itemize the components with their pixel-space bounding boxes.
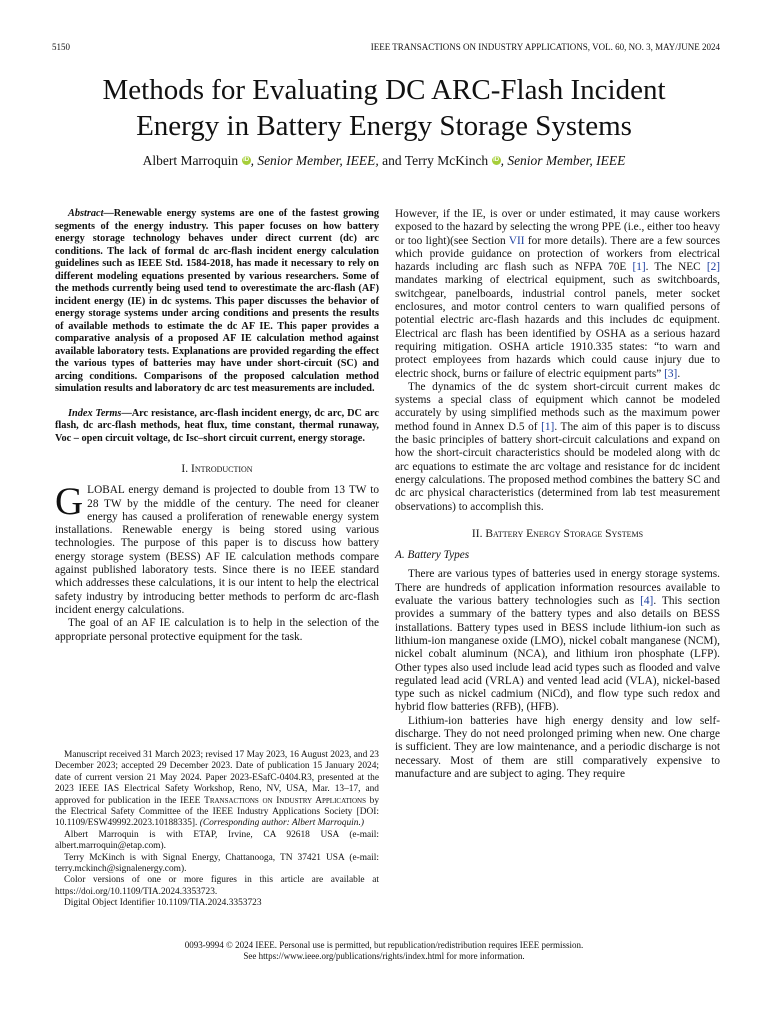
right-column <box>395 208 720 781</box>
citation-4-link[interactable]: [4] <box>640 595 654 608</box>
copyright-footer <box>40 940 728 962</box>
paper-title <box>40 72 728 144</box>
author-2-role: , Senior Member, IEEE <box>500 153 626 168</box>
title-line-1: Methods for Evaluating DC ARC-Flash Incident <box>102 74 666 106</box>
citation-1-link[interactable]: [1] <box>632 261 646 274</box>
footnote-author-1: Albert Marroquin is with ETAP, Irvine, CA 92618 USA (e-mail: albert.marroquin@etap.com). <box>55 829 379 852</box>
subsection-heading-battery-types: A. Battery Types <box>395 549 470 562</box>
right-paragraph-1: However, if the IE, is over or under estimated, it may cause workers exposed to the hazard by selecting the wrong PPE (i.e., either too heavy or too light)(see Section VII for more details). There are a few sources which provide guidance on protection of workers from electrical hazards including arc flash such as NFPA 70E [1]. The NEC [2] mandates marking of electrical equipment, such as switchboards, switchgear, panelboards, industrial control panels, meter socket enclosures, and motor control centers to warn qualified persons of potential electric arc-flash hazards and this includes dc equipment. Electrical arc flash has been identified by OSHA as a serious hazard requiring mitigation. OSHA article 1910.335 states: “to warn and protect employees from hazards which could cause injury due to electric shock, burns or failure of electric equipment parts” [3]. <box>395 208 720 380</box>
copyright-line: 0093-9994 © 2024 IEEE. Personal use is permitted, but republication/redistribution requires IEEE permission. <box>184 940 584 950</box>
intro-paragraph-1: GLOBAL energy demand is projected to double from 13 TW to 28 TW by the middle of the century. The need for cleaner energy has caused a proliferation of renewable energy system installations. Renewable energy is being stored using various technologies. The purpose of this paper is to discuss how battery energy storage system (BESS) AF IE calculation methods compare against published laboratory tests. Since there is no IEEE standard which addresses these calculations, it is our intent to help the electrical safety industry by introducing better methods to perform dc arc-flash incident energy calculations. <box>55 480 379 616</box>
footnote-color-versions: Color versions of one or more figures in this article are available at https://doi.org/10.1109/TIA.2024.3353723. <box>55 875 379 897</box>
section-vii-link[interactable]: VII <box>508 234 525 247</box>
abstract-body: —Renewable energy systems are one of the fastest growing segments of the energy industry. This paper focuses on how battery energy storage technology behaves under direct current (dc) arc conditions. The lack of formal dc arc-flash incident energy calculation guidelines such as IEEE Std. 1584-2018, has made it necessary to rely on different modeling equations presented by various researchers. Some of the methods currently being used tend to overestimate the arc-flash (AF) incident energy (IE) in dc systems. This paper discusses the behavior of energy storage systems under arcing conditions and presents the results of available methods to estimate the dc AF IE. This paper provides a comparative analysis of a proposed AF IE calculation method against available laboratory tests. Explanations are provided regarding the effect the various types of batteries may have under short-circuit (SC) and arcing conditions. Comparisons of the proposed calculation method simulation results and laboratory dc arc test measurements are included. <box>55 208 379 394</box>
orcid-icon[interactable]: iD <box>243 157 250 163</box>
orcid-icon[interactable]: iD <box>493 157 500 163</box>
intro-paragraph-2: The goal of an AF IE calculation is to help in the selection of the appropriate personal protective equipment for the task. <box>55 617 379 643</box>
section-heading-introduction: I. Introduction <box>181 463 253 475</box>
author-line <box>40 153 728 169</box>
page-number: 5150 <box>52 42 70 52</box>
footnote-doi: Digital Object Identifier 10.1109/TIA.2024.3353723 <box>64 898 262 909</box>
rights-url-line: See https://www.ieee.org/publications/rights/index.html for more information. <box>243 951 525 961</box>
citation-2-link[interactable]: [2] <box>706 261 720 274</box>
right-paragraph-3: There are various types of batteries used in energy storage systems. There are hundreds of application information resources available to evaluate the various battery technologies such as [4]. This section provides a summary of the battery types and also details on BESS installations. Battery types used in BESS include lithium-ion such as lithium-ion manganese oxide (LMO), nickel cobalt manganese (NCM), nickel cobalt aluminum (NCA), and lithium iron phosphate (LFP). Other types also used include lead acid types such as flooded and valve regulated lead acid (VRLA) and vented lead acid (VLA), nickel-based type such as nickel cadmium (NiCd), and flow type such redox and hybrid flow batteries (RFB), (HFB). <box>395 568 720 714</box>
author-2-name: Terry McKinch <box>404 153 489 168</box>
citation-1-link[interactable]: [1] <box>541 420 555 433</box>
index-terms-label: Index Terms <box>68 407 122 419</box>
running-header <box>52 42 720 54</box>
title-line-2: Energy in Battery Energy Storage Systems <box>136 110 632 142</box>
left-column <box>55 208 379 644</box>
right-paragraph-4: Lithium-ion batteries have high energy density and low self-discharge. They do not need prolonged priming when new. One charge is sufficient. They are low maintenance, and a periodic discharge is not necessary. Most of them are still comparatively expensive to manufacture and are subject to aging. They require <box>395 714 720 780</box>
footnote-author-2: Terry McKinch is with Signal Energy, Chattanooga, TN 37421 USA (e-mail: terry.mckinch@signalenergy.com). <box>55 852 379 875</box>
index-terms <box>55 408 379 446</box>
abstract-label: Abstract <box>68 208 104 219</box>
index-terms-body: —Arc resistance, arc-flash incident energy, dc arc, DC arc flash, dc arc-flash methods, heat flux, time constant, thermal runaway, Voc – open circuit voltage, dc Isc–short circuit current, energy storage. <box>55 407 379 444</box>
footnotes <box>55 750 379 910</box>
author-1-name: Albert Marroquin <box>142 153 239 168</box>
right-paragraph-2: The dynamics of the dc system short-circuit current makes dc systems a special class of equipment which cannot be modeled accurately by using simplified methods such as the maximum power method found in Annex D.5 of [1]. The aim of this paper is to discuss the basic principles of battery short-circuit calculations and expand on how the short-circuit characteristics should be modeled along with dc arc equations to estimate the arc voltage and resistance for dc incident energy calculations. The proposed method combines the battery SC and dc arc physical characteristics (determined from lab test measurement observations) to accomplish this. <box>395 380 720 513</box>
section-heading-bess: II. Battery Energy Storage Systems <box>471 527 644 540</box>
citation-3-link[interactable]: [3] <box>664 367 678 380</box>
abstract <box>55 208 379 396</box>
journal-name: IEEE TRANSACTIONS ON INDUSTRY APPLICATIONS, VOL. 60, NO. 3, MAY/JUNE 2024 <box>370 42 720 52</box>
drop-cap: G <box>55 480 84 524</box>
author-joiner: and <box>378 153 405 168</box>
author-1-role: , Senior Member, IEEE, <box>250 153 379 168</box>
footnote-manuscript: Manuscript received 31 March 2023; revised 17 May 2023, 16 August 2023, and 23 December 2023; accepted 29 December 2023. Date of publication 15 January 2024; date of current version 21 May 2024. Paper 2023-ESafC-0404.R3, presented at the 2023 IEEE IAS Electrical Safety Workshop, Reno, NV, USA, Mar. 13–17, and approved for publication in the IEEE Transactions on Industry Applications by the Electrical Safety Committee of the IEEE Industry Applications Society [DOI: 10.1109/ESW49992.2023.10188335]. (Corresponding author: Albert Marroquin.) <box>55 750 380 829</box>
